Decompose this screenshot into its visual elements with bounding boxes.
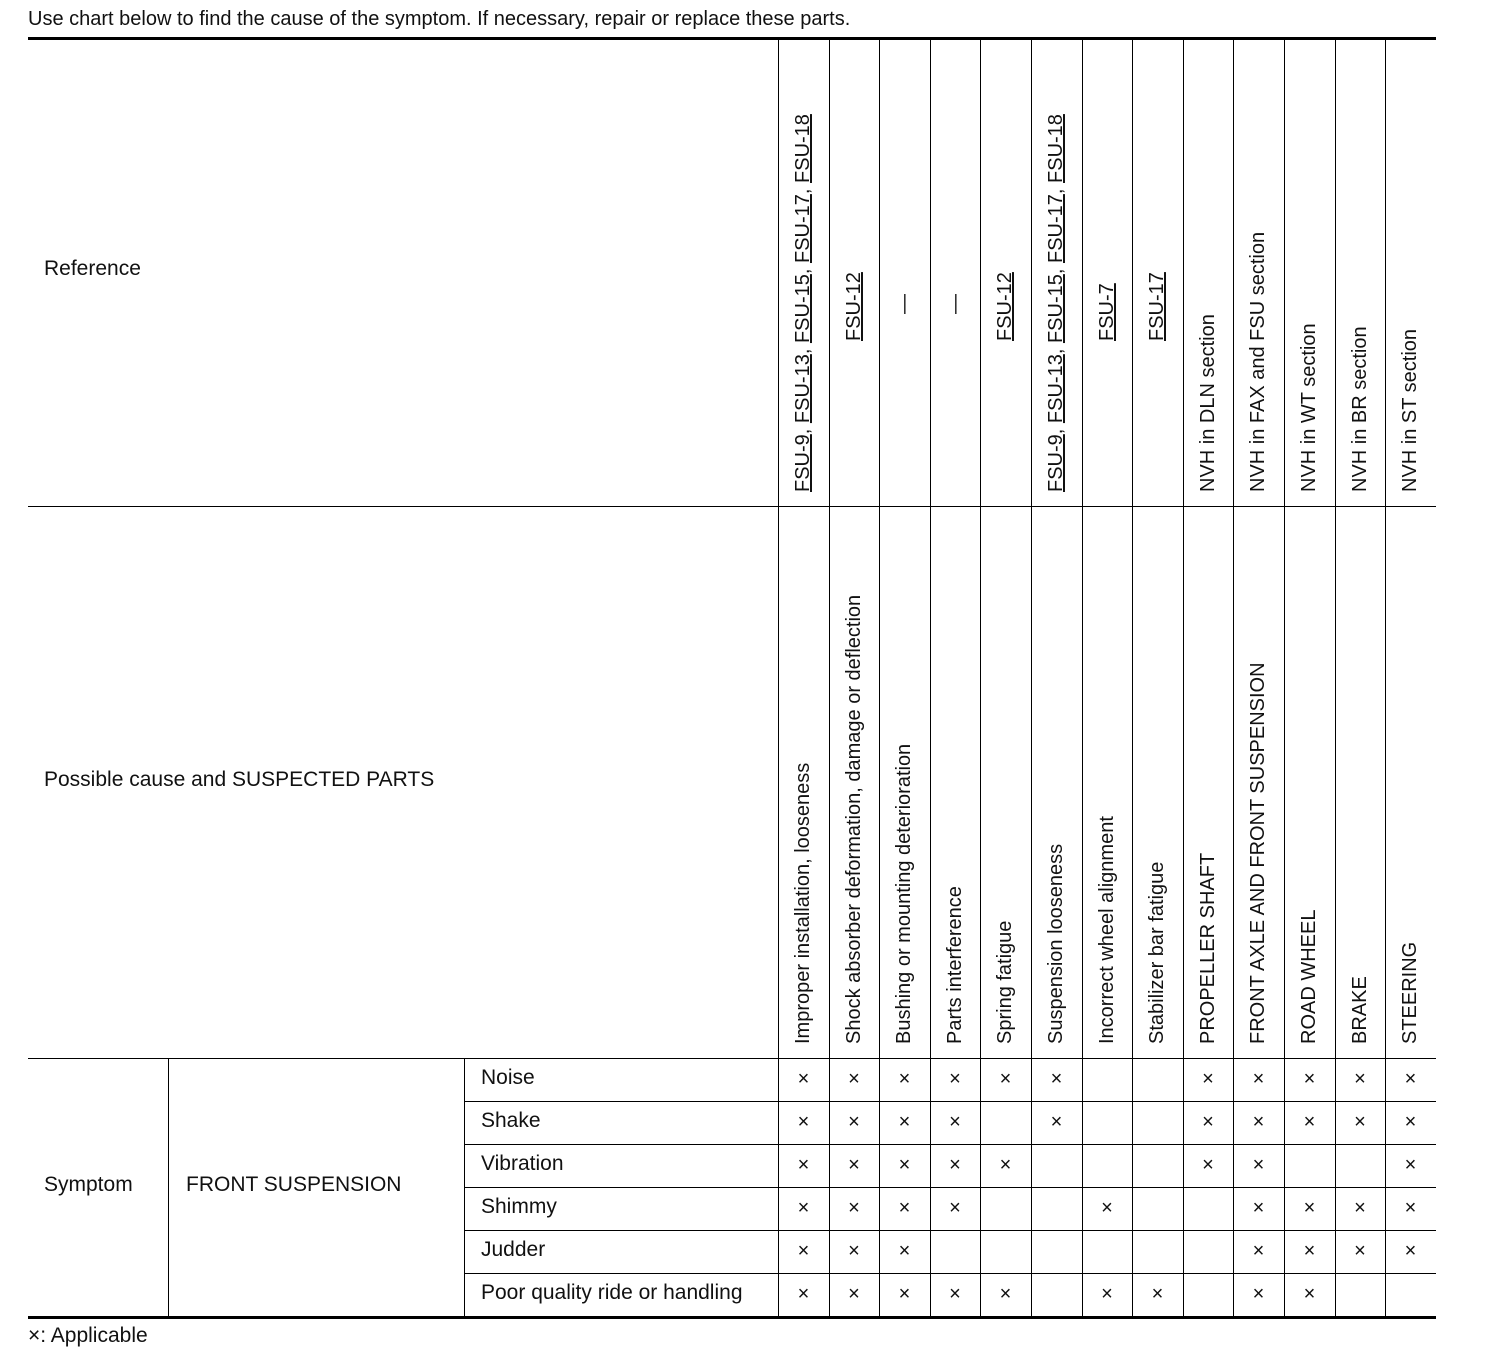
legend-text: ×: Applicable	[28, 1324, 148, 1347]
symptom-label: Symptom	[44, 1173, 133, 1196]
applicable-mark: ×	[898, 1240, 911, 1262]
applicable-mark: ×	[1252, 1240, 1265, 1262]
symptom-name: Noise	[481, 1066, 535, 1089]
applicable-mark: ×	[949, 1283, 961, 1305]
reference-separator: ,	[1045, 423, 1067, 435]
cause-text: Stabilizer bar fatigue	[1146, 861, 1168, 1044]
reference-text	[1298, 323, 1320, 492]
cause-text: FRONT AXLE AND FRONT SUSPENSION	[1247, 662, 1269, 1044]
reference-separator: NVH in WT section	[1298, 323, 1320, 492]
applicable-mark: ×	[1050, 1068, 1063, 1090]
reference-bottom-rule	[28, 506, 1436, 507]
applicable-mark: ×	[1202, 1068, 1214, 1090]
reference-separator: —	[944, 294, 966, 314]
cause-text: Bushing or mounting deterioration	[893, 743, 915, 1044]
applicable-mark: ×	[1252, 1111, 1265, 1133]
intro-text: Use chart below to find the cause of the symptom. If necessary, repair or replace these parts.	[28, 8, 851, 30]
table-bottom-rule	[28, 1316, 1436, 1319]
reference-link[interactable]: FSU-9	[792, 434, 814, 492]
reference-separator: —	[893, 294, 915, 314]
column-divider	[1082, 37, 1083, 1316]
applicable-mark: ×	[1303, 1197, 1316, 1219]
applicable-mark: ×	[797, 1111, 810, 1133]
applicable-mark: ×	[898, 1111, 911, 1133]
applicable-mark: ×	[1202, 1111, 1214, 1133]
applicable-mark: ×	[898, 1154, 911, 1176]
reference-separator: ,	[792, 263, 814, 275]
applicable-mark: ×	[1303, 1068, 1316, 1090]
applicable-mark: ×	[1404, 1068, 1417, 1090]
symptom-name: Shimmy	[481, 1195, 557, 1218]
cause-text: BRAKE	[1349, 976, 1371, 1044]
applicable-mark: ×	[949, 1197, 961, 1219]
reference-text	[994, 272, 1016, 341]
applicable-mark: ×	[1404, 1111, 1417, 1133]
applicable-mark: ×	[848, 1111, 860, 1133]
applicable-mark: ×	[1303, 1111, 1316, 1133]
applicable-mark: ×	[797, 1197, 810, 1219]
reference-link[interactable]: FSU-12	[843, 272, 865, 341]
applicable-mark: ×	[1252, 1197, 1265, 1219]
applicable-mark: ×	[848, 1154, 860, 1176]
reference-link[interactable]: FSU-9	[1045, 434, 1067, 492]
applicable-mark: ×	[898, 1197, 911, 1219]
applicable-mark: ×	[999, 1068, 1012, 1090]
applicable-mark: ×	[1151, 1283, 1164, 1305]
applicable-mark: ×	[898, 1283, 911, 1305]
applicable-mark: ×	[797, 1240, 810, 1262]
applicable-mark: ×	[1354, 1068, 1366, 1090]
reference-link[interactable]: FSU-15	[792, 274, 814, 344]
symptom-name: Vibration	[481, 1152, 564, 1175]
cause-text: Parts interference	[944, 886, 966, 1044]
applicable-mark: ×	[848, 1283, 860, 1305]
reference-separator: NVH in FAX and FSU section	[1247, 231, 1269, 492]
applicable-mark: ×	[949, 1154, 961, 1176]
reference-link[interactable]: FSU-13	[1045, 354, 1067, 424]
reference-separator: ,	[792, 423, 814, 435]
reference-link[interactable]: FSU-15	[1045, 274, 1067, 344]
reference-link[interactable]: FSU-17	[1045, 194, 1067, 264]
applicable-mark: ×	[1354, 1111, 1366, 1133]
cause-text: Spring fatigue	[994, 920, 1016, 1044]
reference-text	[843, 272, 865, 341]
symptom-name: Poor quality ride or handling	[481, 1281, 743, 1304]
applicable-mark: ×	[1252, 1283, 1265, 1305]
reference-text	[1045, 114, 1067, 492]
reference-label: Reference	[44, 257, 141, 280]
applicable-mark: ×	[848, 1197, 860, 1219]
applicable-mark: ×	[1050, 1111, 1063, 1133]
applicable-mark: ×	[1303, 1283, 1316, 1305]
reference-separator: NVH in BR section	[1349, 326, 1371, 492]
reference-separator: ,	[1045, 263, 1067, 275]
applicable-mark: ×	[1404, 1154, 1417, 1176]
symptom-col-divider	[168, 1058, 169, 1316]
reference-text	[792, 114, 814, 492]
applicable-mark: ×	[949, 1111, 961, 1133]
reference-link[interactable]: FSU-18	[792, 114, 814, 183]
applicable-mark: ×	[1354, 1197, 1366, 1219]
symptom-name: Judder	[481, 1238, 546, 1261]
applicable-mark: ×	[999, 1283, 1012, 1305]
reference-separator: ,	[1045, 182, 1067, 195]
reference-text	[1399, 329, 1421, 492]
column-divider	[980, 37, 981, 1316]
applicable-mark: ×	[1101, 1197, 1113, 1219]
reference-link[interactable]: FSU-13	[792, 354, 814, 424]
reference-text	[1146, 272, 1168, 341]
column-divider	[1132, 37, 1133, 1316]
reference-text	[1247, 232, 1269, 492]
applicable-mark: ×	[1101, 1283, 1113, 1305]
applicable-mark: ×	[848, 1240, 860, 1262]
applicable-mark: ×	[848, 1068, 860, 1090]
reference-text	[1096, 283, 1118, 341]
applicable-mark: ×	[797, 1283, 810, 1305]
applicable-mark: ×	[797, 1068, 810, 1090]
reference-text	[893, 294, 915, 314]
cause-text: Shock absorber deformation, damage or deflection	[843, 594, 865, 1044]
reference-text	[1197, 314, 1219, 492]
reference-link[interactable]: FSU-12	[994, 272, 1016, 341]
reference-separator: ,	[1045, 343, 1067, 355]
symptom-name: Shake	[481, 1109, 541, 1132]
reference-link[interactable]: FSU-17	[1146, 272, 1168, 341]
applicable-mark: ×	[797, 1154, 810, 1176]
applicable-mark: ×	[1252, 1154, 1265, 1176]
reference-link[interactable]: FSU-17	[792, 194, 814, 264]
reference-text	[1349, 326, 1371, 492]
cause-text: Suspension looseness	[1045, 843, 1067, 1044]
applicable-mark: ×	[1404, 1240, 1417, 1262]
cause-text: Incorrect wheel alignment	[1096, 816, 1118, 1044]
reference-text	[944, 294, 966, 314]
reference-separator: ,	[792, 343, 814, 355]
applicable-mark: ×	[999, 1154, 1012, 1176]
reference-separator: NVH in ST section	[1399, 328, 1421, 492]
table-top-rule	[28, 37, 1436, 40]
applicable-mark: ×	[1252, 1068, 1265, 1090]
reference-separator: ,	[792, 182, 814, 195]
reference-link[interactable]: FSU-7	[1096, 283, 1118, 341]
applicable-mark: ×	[949, 1068, 961, 1090]
cause-text: STEERING	[1399, 941, 1421, 1044]
possible-cause-label: Possible cause and SUSPECTED PARTS	[44, 768, 435, 791]
applicable-mark: ×	[1404, 1197, 1417, 1219]
cause-text: PROPELLER SHAFT	[1197, 852, 1219, 1044]
applicable-mark: ×	[898, 1068, 911, 1090]
reference-link[interactable]: FSU-18	[1045, 114, 1067, 183]
reference-separator: NVH in DLN section	[1197, 314, 1219, 492]
system-col-divider	[464, 1058, 465, 1316]
system-label: FRONT SUSPENSION	[186, 1173, 402, 1196]
applicable-mark: ×	[1303, 1240, 1316, 1262]
cause-text: ROAD WHEEL	[1298, 909, 1320, 1044]
cause-text: Improper installation, looseness	[792, 762, 814, 1044]
applicable-mark: ×	[1202, 1154, 1214, 1176]
applicable-mark: ×	[1354, 1240, 1366, 1262]
